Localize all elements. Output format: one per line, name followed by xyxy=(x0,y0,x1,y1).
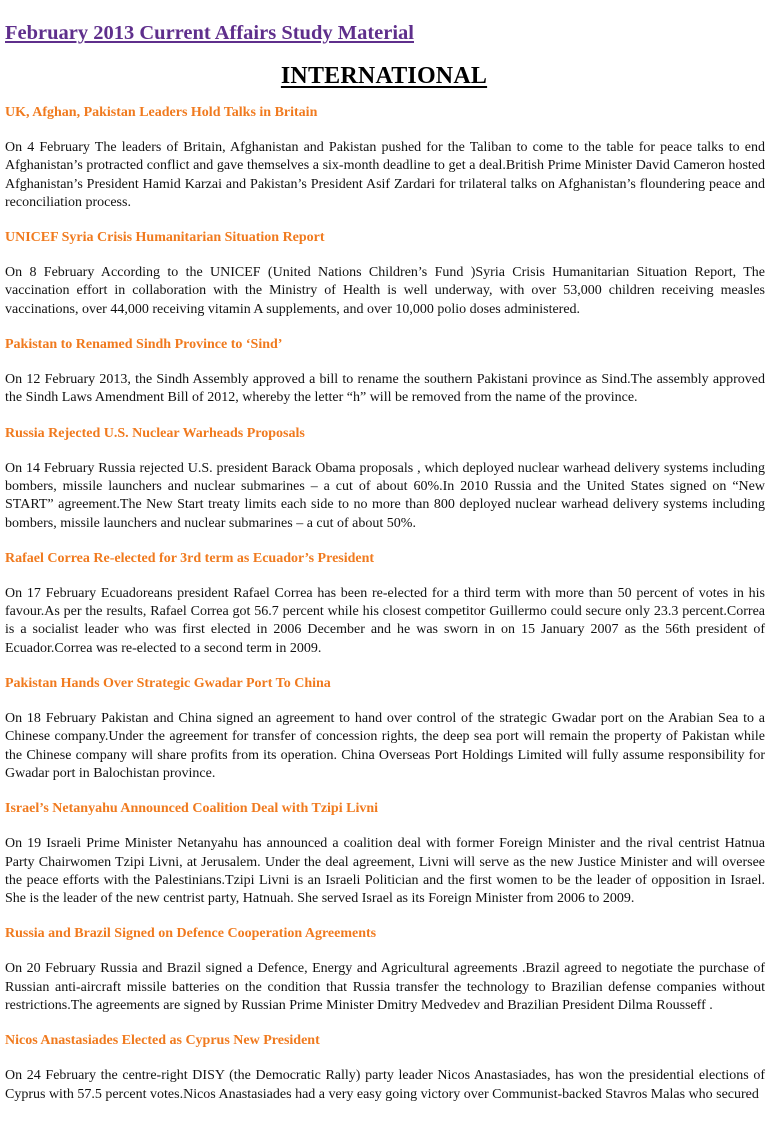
news-list xyxy=(5,104,765,1121)
news-item xyxy=(5,425,765,533)
news-paragraph: On 4 February The leaders of Britain, Afghanistan and Pakistan pushed for the Taliban to come to the table for peace talks to end Afghanistan’s protracted conflict and gave themselves a six-month deadline to get a deal.British Prime Minister David Cameron hosted Afghanistan’s President Hamid Karzai and Pakistan’s President Asif Zardari for trilateral talks on Afghanistan’s floundering peace and reconciliation process. xyxy=(5,140,765,210)
news-headline: Pakistan to Renamed Sindh Province to ‘Sind’ xyxy=(5,337,283,353)
news-headline: Russia Rejected U.S. Nuclear Warheads Proposals xyxy=(5,425,305,441)
news-headline: Israel’s Netanyahu Announced Coalition Deal with Tzipi Livni xyxy=(5,801,379,817)
news-headline: UNICEF Syria Crisis Humanitarian Situation Report xyxy=(5,230,325,246)
news-item xyxy=(5,925,765,1015)
news-paragraph: On 12 February 2013, the Sindh Assembly approved a bill to rename the southern Pakistani province as Sind.The assembly approved the Sindh Laws Amendment Bill of 2012, whereby the letter “h” will be removed from the name of the province. xyxy=(5,372,765,406)
news-headline: UK, Afghan, Pakistan Leaders Hold Talks in Britain xyxy=(5,105,318,120)
news-item xyxy=(5,1032,765,1104)
news-paragraph: On 8 February According to the UNICEF (United Nations Children’s Fund )Syria Crisis Humanitarian Situation Report, The vaccination effort in collaboration with the Ministry of Health is well underway, with over 53,000 children receiving measles vaccinations, over 44,000 receiving vitamin A supplements, and over 10,000 polio doses administered. xyxy=(5,265,765,317)
news-item xyxy=(5,229,765,319)
news-paragraph: On 24 February the centre-right DISY (the Democratic Rally) party leader Nicos Anastasiades, has won the presidential elections of Cyprus with 57.5 percent votes.Nicos Anastasiades had a very easy going victory over Communist-backed Stavros Malas who secured xyxy=(5,1068,765,1102)
news-paragraph: On 20 February Russia and Brazil signed a Defence, Energy and Agricultural agreements .Brazil agreed to negotiate the purchase of Russian anti-aircraft missile batteries on the condition that Russia transfer the technology to Brazilian defense companies without restrictions.The agreements are signed by Russian Prime Minister Dmitry Medvedev and Brazilian President Dilma Rousseff . xyxy=(5,961,765,1014)
news-item xyxy=(5,800,765,908)
news-paragraph: On 17 February Ecuadoreans president Rafael Correa has been re-elected for a third term with more than 50 percent of votes in his favour.As per the results, Rafael Correa got 56.7 percent while his closest competitor Guillermo could secure only 23.3 percent.Correa is a socialist leader who was first elected in 2006 December and he was sworn in on 15 January 2007 as the 56th president of Ecuador.Correa was re-elected to a second term in 2009. xyxy=(5,585,765,656)
news-item xyxy=(5,104,765,212)
news-paragraph: On 14 February Russia rejected U.S. president Barack Obama proposals , which deployed nuclear warhead delivery systems including bombers, missile launchers and nuclear submarines – a cut of about 60%.In 2010 Russia and the United States signed on “New START” agreement.The New Start treaty limits each side to no more than 800 deployed nuclear warhead delivery systems including bombers, missile launchers and nuclear submarines – a cut of about 50%. xyxy=(5,460,765,531)
news-headline: Rafael Correa Re-elected for 3rd term as Ecuador’s President xyxy=(5,550,375,566)
news-item xyxy=(5,550,765,658)
news-paragraph: On 19 Israeli Prime Minister Netanyahu has announced a coalition deal with former Foreign Minister and the rival centrist Hatnua Party Chairwomen Tzipi Livni, at Jerusalem. Under the deal agreement, Livni will serve as the new Justice Minister and will oversee the peace efforts with the Palestinians.Tzipi Livni is an Israeli Politician and the first women to be the leader of opposition in Israel. She is the leader of the new centrist party, Hatnuah. She served Israel as its Foreign Minister from 2006 to 2009. xyxy=(5,836,765,907)
news-item xyxy=(5,336,765,408)
section-heading xyxy=(0,63,768,90)
section-heading-text: INTERNATIONAL xyxy=(280,63,488,89)
news-headline: Russia and Brazil Signed on Defence Cooperation Agreements xyxy=(5,926,377,942)
news-paragraph: On 18 February Pakistan and China signed an agreement to hand over control of the strategic Gwadar port on the Arabian Sea to a Chinese company.Under the agreement for transfer of concession rights, the deep sea port will remain the property of Pakistan while the Chinese company will share profits from its operation. China Overseas Port Holdings Limited will fully assume responsibility for Gwadar port in Balochistan province. xyxy=(5,711,765,781)
news-headline: Pakistan Hands Over Strategic Gwadar Port To China xyxy=(5,676,331,692)
news-headline: Nicos Anastasiades Elected as Cyprus New President xyxy=(5,1033,320,1049)
document-title-link[interactable]: February 2013 Current Affairs Study Material xyxy=(5,22,414,44)
news-item xyxy=(5,675,765,783)
